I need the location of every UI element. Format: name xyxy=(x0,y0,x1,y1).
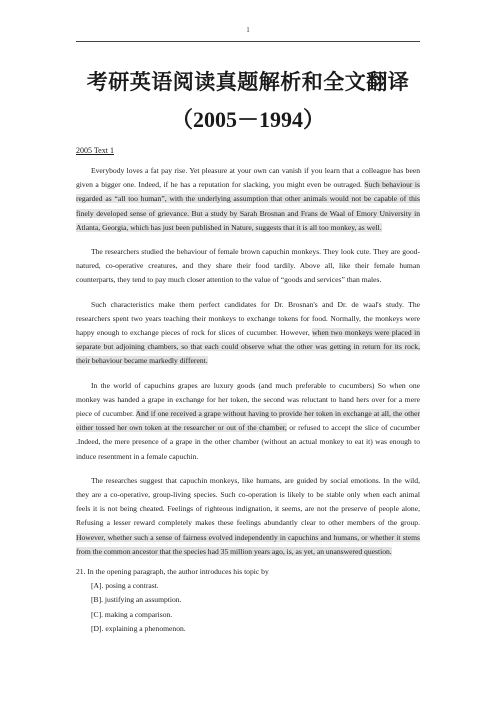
option-c: [C]. making a comparison. xyxy=(91,609,173,619)
paragraph-text: or refused to accept the slice of cucumber .Indeed, the mere presence of a grape in the other chamber (without an actual monkey to eat it) was enough to induce resentment in a female capuchin. xyxy=(76,423,420,461)
paragraph-5 xyxy=(76,474,420,559)
question-stem: 21. In the opening paragraph, the author introduces his topic by xyxy=(76,567,269,577)
paragraph-text: In the world of capuchins grapes are luxury goods (and much preferable to cucumbers) So when one monkey was handed a grape in exchange for her token, the second was reluctant to hand hers over for a mere piece of cucumber. xyxy=(76,380,420,419)
paragraph-text: Everybody loves a fat pay rise. Yet pleasure at your own can vanish if you learn that a colleague has been given a bigger one. Indeed, if he has a reputation for slacking, you might even be outraged. xyxy=(76,166,420,190)
paragraph-2 xyxy=(76,245,420,288)
paragraph-1 xyxy=(76,164,420,235)
highlighted-text: And if one received a grape without having to provide her token in exchange at all, the other either tossed her own token at the researcher or out of the chamber, xyxy=(76,409,420,433)
highlighted-text: However, whether such a sense of fairness evolved independently in capuchins and humans, or whether it stems from the common ancestor that the species had 35 million years ago, is, as yet, an unanswered question. xyxy=(76,532,420,556)
document-subtitle: （2005－1994） xyxy=(170,107,325,132)
option-d: [D]. explaining a phenomenon. xyxy=(91,623,186,633)
highlighted-text: Such behaviour is regarded as “all too human”, with the underlying assumption that other animals would not be capable of this finely developed sense of grievance. But a study by Sarah Brosnan and Frans de Waal of Emory University in Atlanta, Georgia, which has just been published in Nature, suggests that it is all too monkey, as well. xyxy=(76,180,420,232)
paragraph-text: Such characteristics make them perfect candidates for Dr. Brosnan's and Dr. de waal's study. The researchers spent two years teaching their monkeys to exchange tokens for food. Normally, the monkeys were happy enough to exchange pieces of rock for slices of cucumber. However, xyxy=(76,299,420,338)
page-number: 1 xyxy=(246,26,250,34)
paragraph-4 xyxy=(76,379,420,464)
option-b: [B]. justifying an assumption. xyxy=(91,595,182,605)
paragraph-text: The researchers studied the behaviour of female brown capuchin monkeys. They look cute. They are good-natured, co-operative creatures, and they share their food tardily. Above all, like their female human counterparts, they tend to pay much closer attention to the value of “goods and services” than males. xyxy=(76,247,420,285)
header-rule xyxy=(76,41,420,42)
highlighted-text: when two monkeys were placed in separate but adjoining chambers, so that each could observe what the other was getting in return for its rock, their behaviour became markedly different. xyxy=(76,328,420,366)
document-title: 考研英语阅读真题解析和全文翻译 xyxy=(86,70,410,94)
article-body xyxy=(76,164,420,636)
paragraph-text: The researches suggest that capuchin monkeys, like humans, are guided by social emotions. In the wild, they are a co-operative, group-living species. Such co-operation is likely to be stable only when each animal feels it is not being cheated. Feelings of righteous indignation, it seems, are not the preserve of people alone, Refusing a lesser reward completely makes these feelings abundantly clear to other members of the group. xyxy=(76,475,420,528)
section-label: 2005 Text 1 xyxy=(76,146,114,155)
option-a: [A]. posing a contrast. xyxy=(91,581,159,591)
paragraph-3 xyxy=(76,298,420,369)
question-21 xyxy=(76,565,420,636)
